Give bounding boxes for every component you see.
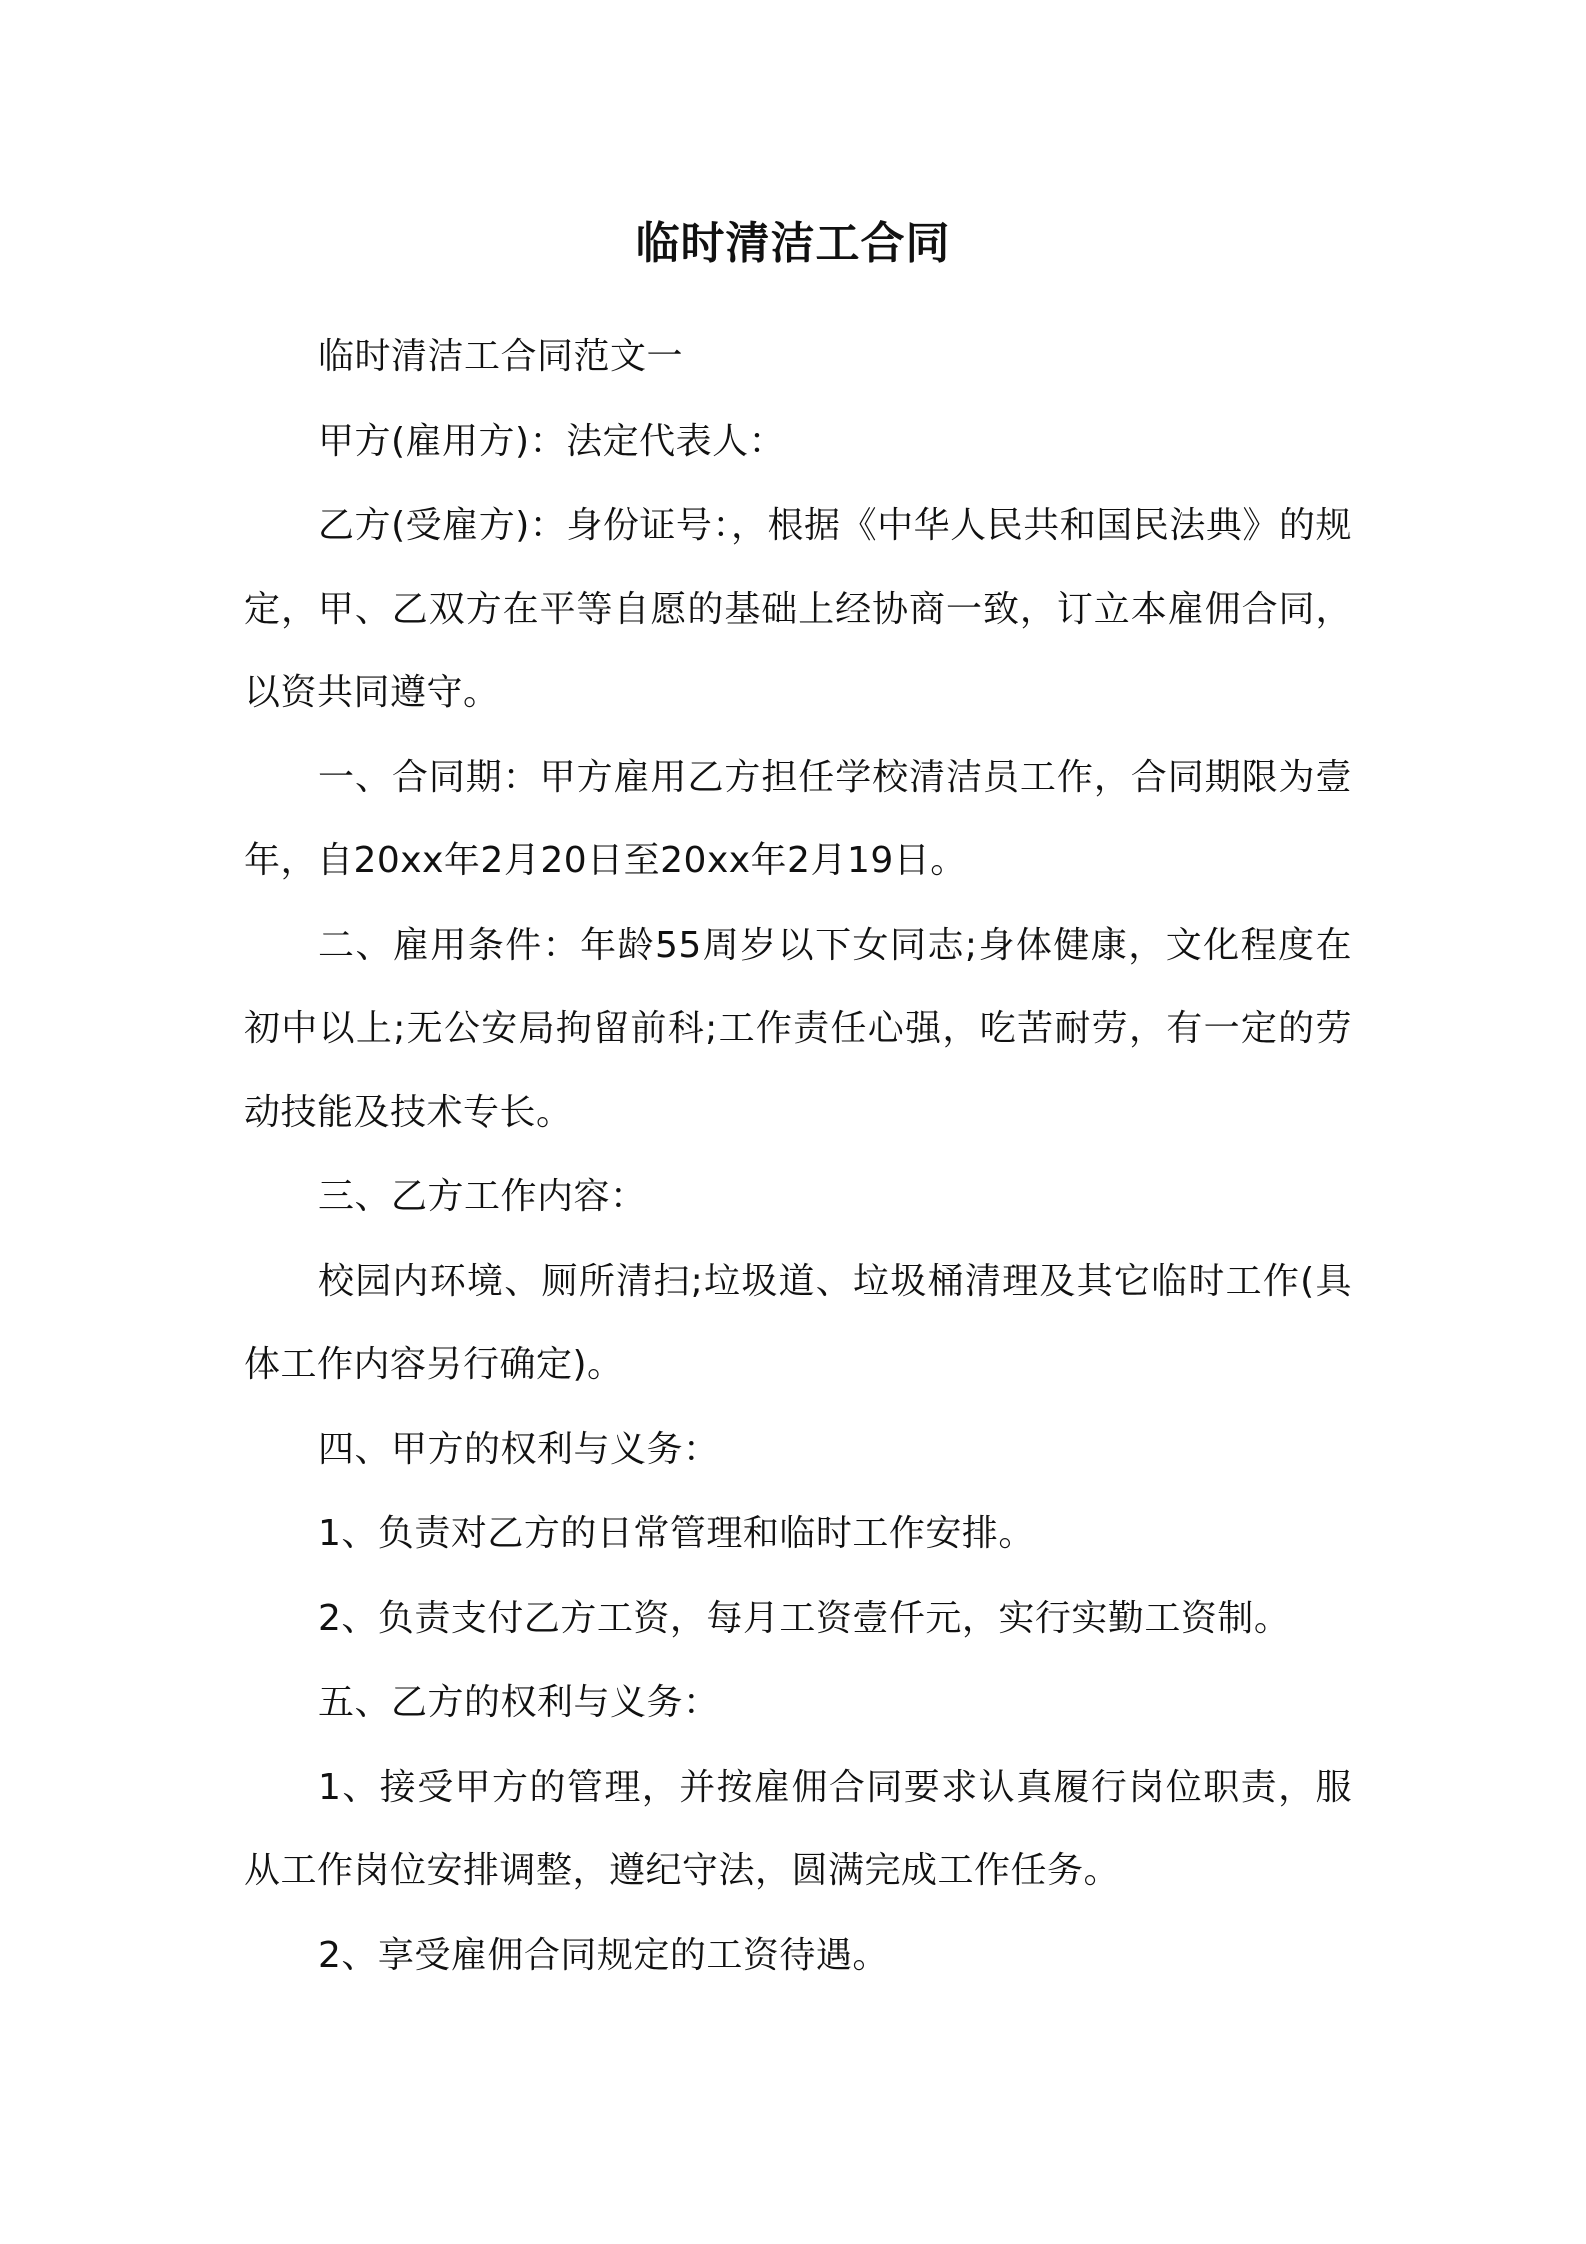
paragraph-party-b-rights-heading: 五、乙方的权利与义务： (318, 1682, 720, 1723)
paragraph-party-a: 甲方(雇用方)：法定代表人： (318, 420, 786, 462)
paragraph-subtitle: 临时清洁工合同范文一 (318, 336, 684, 377)
paragraph-employment-conditions: 二、雇用条件：年龄55周岁以下女同志;身体健康，文化程度在初中以上;无公安局拘留前科;工作责任心强，吃苦耐劳，有一定的劳动技能及技术专长。 (244, 924, 1352, 1133)
paragraph-party-b: 乙方(受雇方)：身份证号：，根据《中华人民共和国民法典》的规定，甲、乙双方在平等自愿的基础上经协商一致，订立本雇佣合同，以资共同遵守。 (244, 505, 1352, 713)
paragraph-contract-period: 一、合同期：甲方雇用乙方担任学校清洁员工作，合同期限为壹年，自20xx年2月20日至20xx年2月19日。 (244, 756, 1352, 881)
paragraph-party-b-right-1: 1、接受甲方的管理，并按雇佣合同要求认真履行岗位职责，服从工作岗位安排调整，遵纪守法，圆满完成工作任务。 (244, 1766, 1352, 1891)
paragraph-party-a-right-1: 1、负责对乙方的日常管理和临时工作安排。 (318, 1513, 1035, 1554)
paragraph-party-a-right-2: 2、负责支付乙方工资，每月工资壹仟元，实行实勤工资制。 (318, 1597, 1291, 1639)
paragraph-party-a-rights-heading: 四、甲方的权利与义务： (318, 1428, 720, 1470)
document-title: 临时清洁工合同 (635, 218, 951, 269)
paragraph-work-content-heading: 三、乙方工作内容： (318, 1176, 647, 1217)
paragraph-work-content: 校园内环境、厕所清扫;垃圾道、垃圾桶清理及其它临时工作(具体工作内容另行确定)。 (244, 1260, 1352, 1385)
paragraph-party-b-right-2: 2、享受雇佣合同规定的工资待遇。 (318, 1934, 889, 1976)
document-body (244, 315, 1352, 1998)
